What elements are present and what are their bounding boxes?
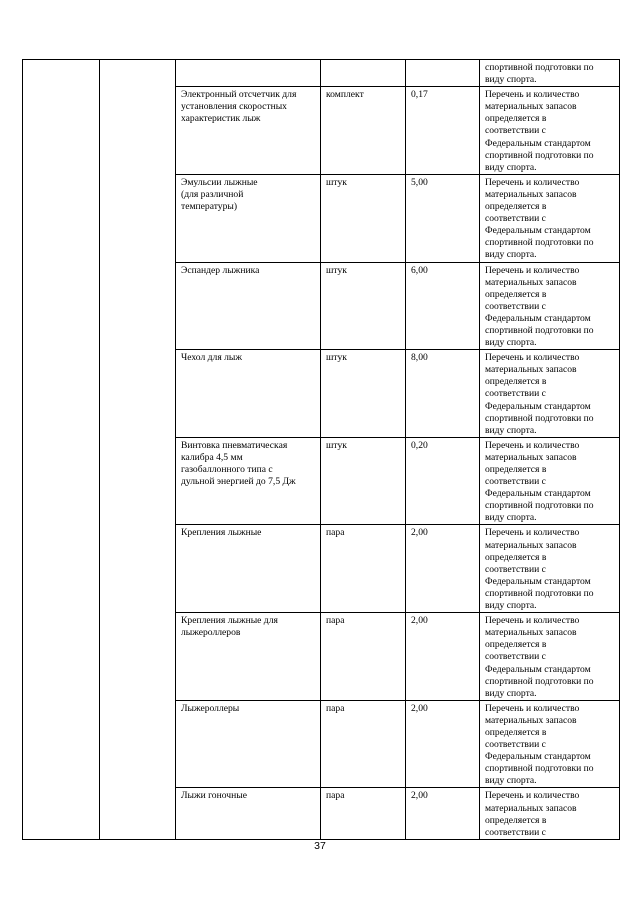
item-name-line: Электронный отсчетчик для [181, 89, 297, 101]
note-line: материальных запасов [485, 364, 577, 376]
note-line: материальных запасов [485, 802, 577, 814]
note-line: виду спорта. [485, 337, 537, 349]
note [480, 262, 620, 350]
unit-of-measure: штук [321, 350, 406, 438]
item-name [176, 87, 321, 175]
table-row [23, 60, 620, 87]
note-line: спортивной подготовки по [485, 237, 594, 249]
quantity: 0,17 [406, 87, 480, 175]
note-line: спортивной подготовки по [485, 500, 594, 512]
note-line: определяется в [485, 726, 547, 738]
note-line: виду спорта. [485, 600, 537, 612]
note [480, 788, 620, 839]
note [480, 525, 620, 613]
item-name [176, 613, 321, 701]
note-line: материальных запасов [485, 451, 577, 463]
unit-of-measure: штук [321, 262, 406, 350]
item-name [176, 700, 321, 788]
note-line: Перечень и количество [485, 439, 580, 451]
item-name-line: Эмульсии лыжные [181, 176, 258, 188]
note-line: спортивной подготовки по [485, 62, 594, 73]
note-line: определяется в [485, 464, 547, 475]
item-name-line: установления скоростных [181, 101, 287, 113]
note-line: соответствии с [485, 739, 546, 751]
note-line: спортивной подготовки по [485, 587, 594, 599]
note [480, 87, 620, 175]
note-line: определяется в [485, 376, 547, 388]
unit-of-measure: пара [321, 525, 406, 613]
note-line: Федеральным стандартом [485, 312, 591, 324]
note-line: Федеральным стандартом [485, 225, 591, 237]
note-line: Перечень и количество [485, 527, 580, 539]
unit-of-measure: штук [321, 174, 406, 262]
item-name-line: Лыжи гоночные [181, 790, 247, 802]
note-line: виду спорта. [485, 74, 537, 86]
note [480, 60, 620, 87]
note-line: виду спорта. [485, 424, 537, 436]
unit-of-measure [321, 60, 406, 87]
note-line: соответствии с [485, 651, 546, 663]
note [480, 437, 620, 525]
item-name-line: дульной энергией до 7,5 Дж [181, 476, 296, 488]
note-line: определяется в [485, 551, 547, 563]
item-name [176, 525, 321, 613]
note-line: Перечень и количество [485, 89, 580, 101]
item-name [176, 788, 321, 839]
item-name [176, 174, 321, 262]
quantity: 2,00 [406, 788, 480, 839]
note-line: Перечень и количество [485, 702, 580, 714]
note-line: Федеральным стандартом [485, 400, 591, 412]
note-line: виду спорта. [485, 161, 537, 173]
unit-of-measure: пара [321, 788, 406, 839]
item-name-line: Лыжероллеры [181, 702, 240, 714]
note-line: определяется в [485, 113, 547, 125]
item-name-line: Крепления лыжные для [181, 615, 278, 627]
note-line: виду спорта. [485, 775, 537, 787]
item-name-line: лыжероллеров [181, 627, 241, 639]
note-line: Перечень и количество [485, 176, 580, 188]
quantity: 6,00 [406, 262, 480, 350]
group-column-cell [23, 60, 100, 840]
note-line: соответствии с [485, 125, 546, 137]
quantity: 2,00 [406, 613, 480, 701]
note [480, 350, 620, 438]
note-line: Федеральным стандартом [485, 663, 591, 675]
note-line: материальных запасов [485, 188, 577, 200]
unit-of-measure: штук [321, 437, 406, 525]
note-line: Перечень и количество [485, 615, 580, 627]
note-line: соответствии с [485, 213, 546, 225]
unit-of-measure: комплект [321, 87, 406, 175]
note-line: Федеральным стандартом [485, 751, 591, 763]
item-name-line: температуры) [181, 201, 238, 213]
note-line: соответствии с [485, 300, 546, 312]
note-line: спортивной подготовки по [485, 763, 594, 775]
item-name-line: Эспандер лыжника [181, 264, 260, 276]
note-line: соответствии с [485, 563, 546, 575]
quantity: 2,00 [406, 525, 480, 613]
note-line: соответствии с [485, 388, 546, 400]
note-line: Федеральным стандартом [485, 575, 591, 587]
quantity: 0,20 [406, 437, 480, 525]
item-name-line: характеристик лыж [181, 113, 261, 125]
item-name-line: калибра 4,5 мм [181, 451, 243, 463]
note-line: определяется в [485, 288, 547, 300]
item-name-line: газобаллонного типа с [181, 464, 273, 475]
note [480, 174, 620, 262]
quantity [406, 60, 480, 87]
note [480, 700, 620, 788]
unit-of-measure: пара [321, 700, 406, 788]
quantity: 5,00 [406, 174, 480, 262]
note-line: спортивной подготовки по [485, 324, 594, 336]
equipment-table [22, 59, 620, 840]
unit-of-measure: пара [321, 613, 406, 701]
note-line: определяется в [485, 639, 547, 651]
item-name-line: Чехол для лыж [181, 352, 242, 364]
item-name-line: Крепления лыжные [181, 527, 262, 539]
note-line: материальных запасов [485, 539, 577, 551]
equipment-table-body [23, 60, 620, 840]
note-line: виду спорта. [485, 687, 537, 699]
note-line: Федеральным стандартом [485, 137, 591, 149]
note-line: спортивной подготовки по [485, 675, 594, 687]
note-line: материальных запасов [485, 101, 577, 113]
item-name [176, 262, 321, 350]
note-line: материальных запасов [485, 627, 577, 639]
note-line: Перечень и количество [485, 790, 580, 802]
note-line: Перечень и количество [485, 264, 580, 276]
note-line: материальных запасов [485, 714, 577, 726]
note-line: определяется в [485, 201, 547, 213]
note-line: спортивной подготовки по [485, 149, 594, 161]
note-line: Федеральным стандартом [485, 488, 591, 500]
item-name [176, 350, 321, 438]
note-line: виду спорта. [485, 249, 537, 261]
subgroup-column-cell [100, 60, 176, 840]
note-line: материальных запасов [485, 276, 577, 288]
note-line: соответствии с [485, 476, 546, 488]
item-name [176, 437, 321, 525]
item-name-line: Винтовка пневматическая [181, 439, 288, 451]
quantity: 8,00 [406, 350, 480, 438]
note-line: спортивной подготовки по [485, 412, 594, 424]
page-number: 37 [314, 840, 326, 852]
item-name-line: (для различной [181, 188, 244, 200]
quantity: 2,00 [406, 700, 480, 788]
note-line: определяется в [485, 814, 547, 826]
note-line: Перечень и количество [485, 352, 580, 364]
note [480, 613, 620, 701]
item-name [176, 60, 321, 87]
note-line: виду спорта. [485, 512, 537, 524]
note-line: соответствии с [485, 826, 546, 838]
